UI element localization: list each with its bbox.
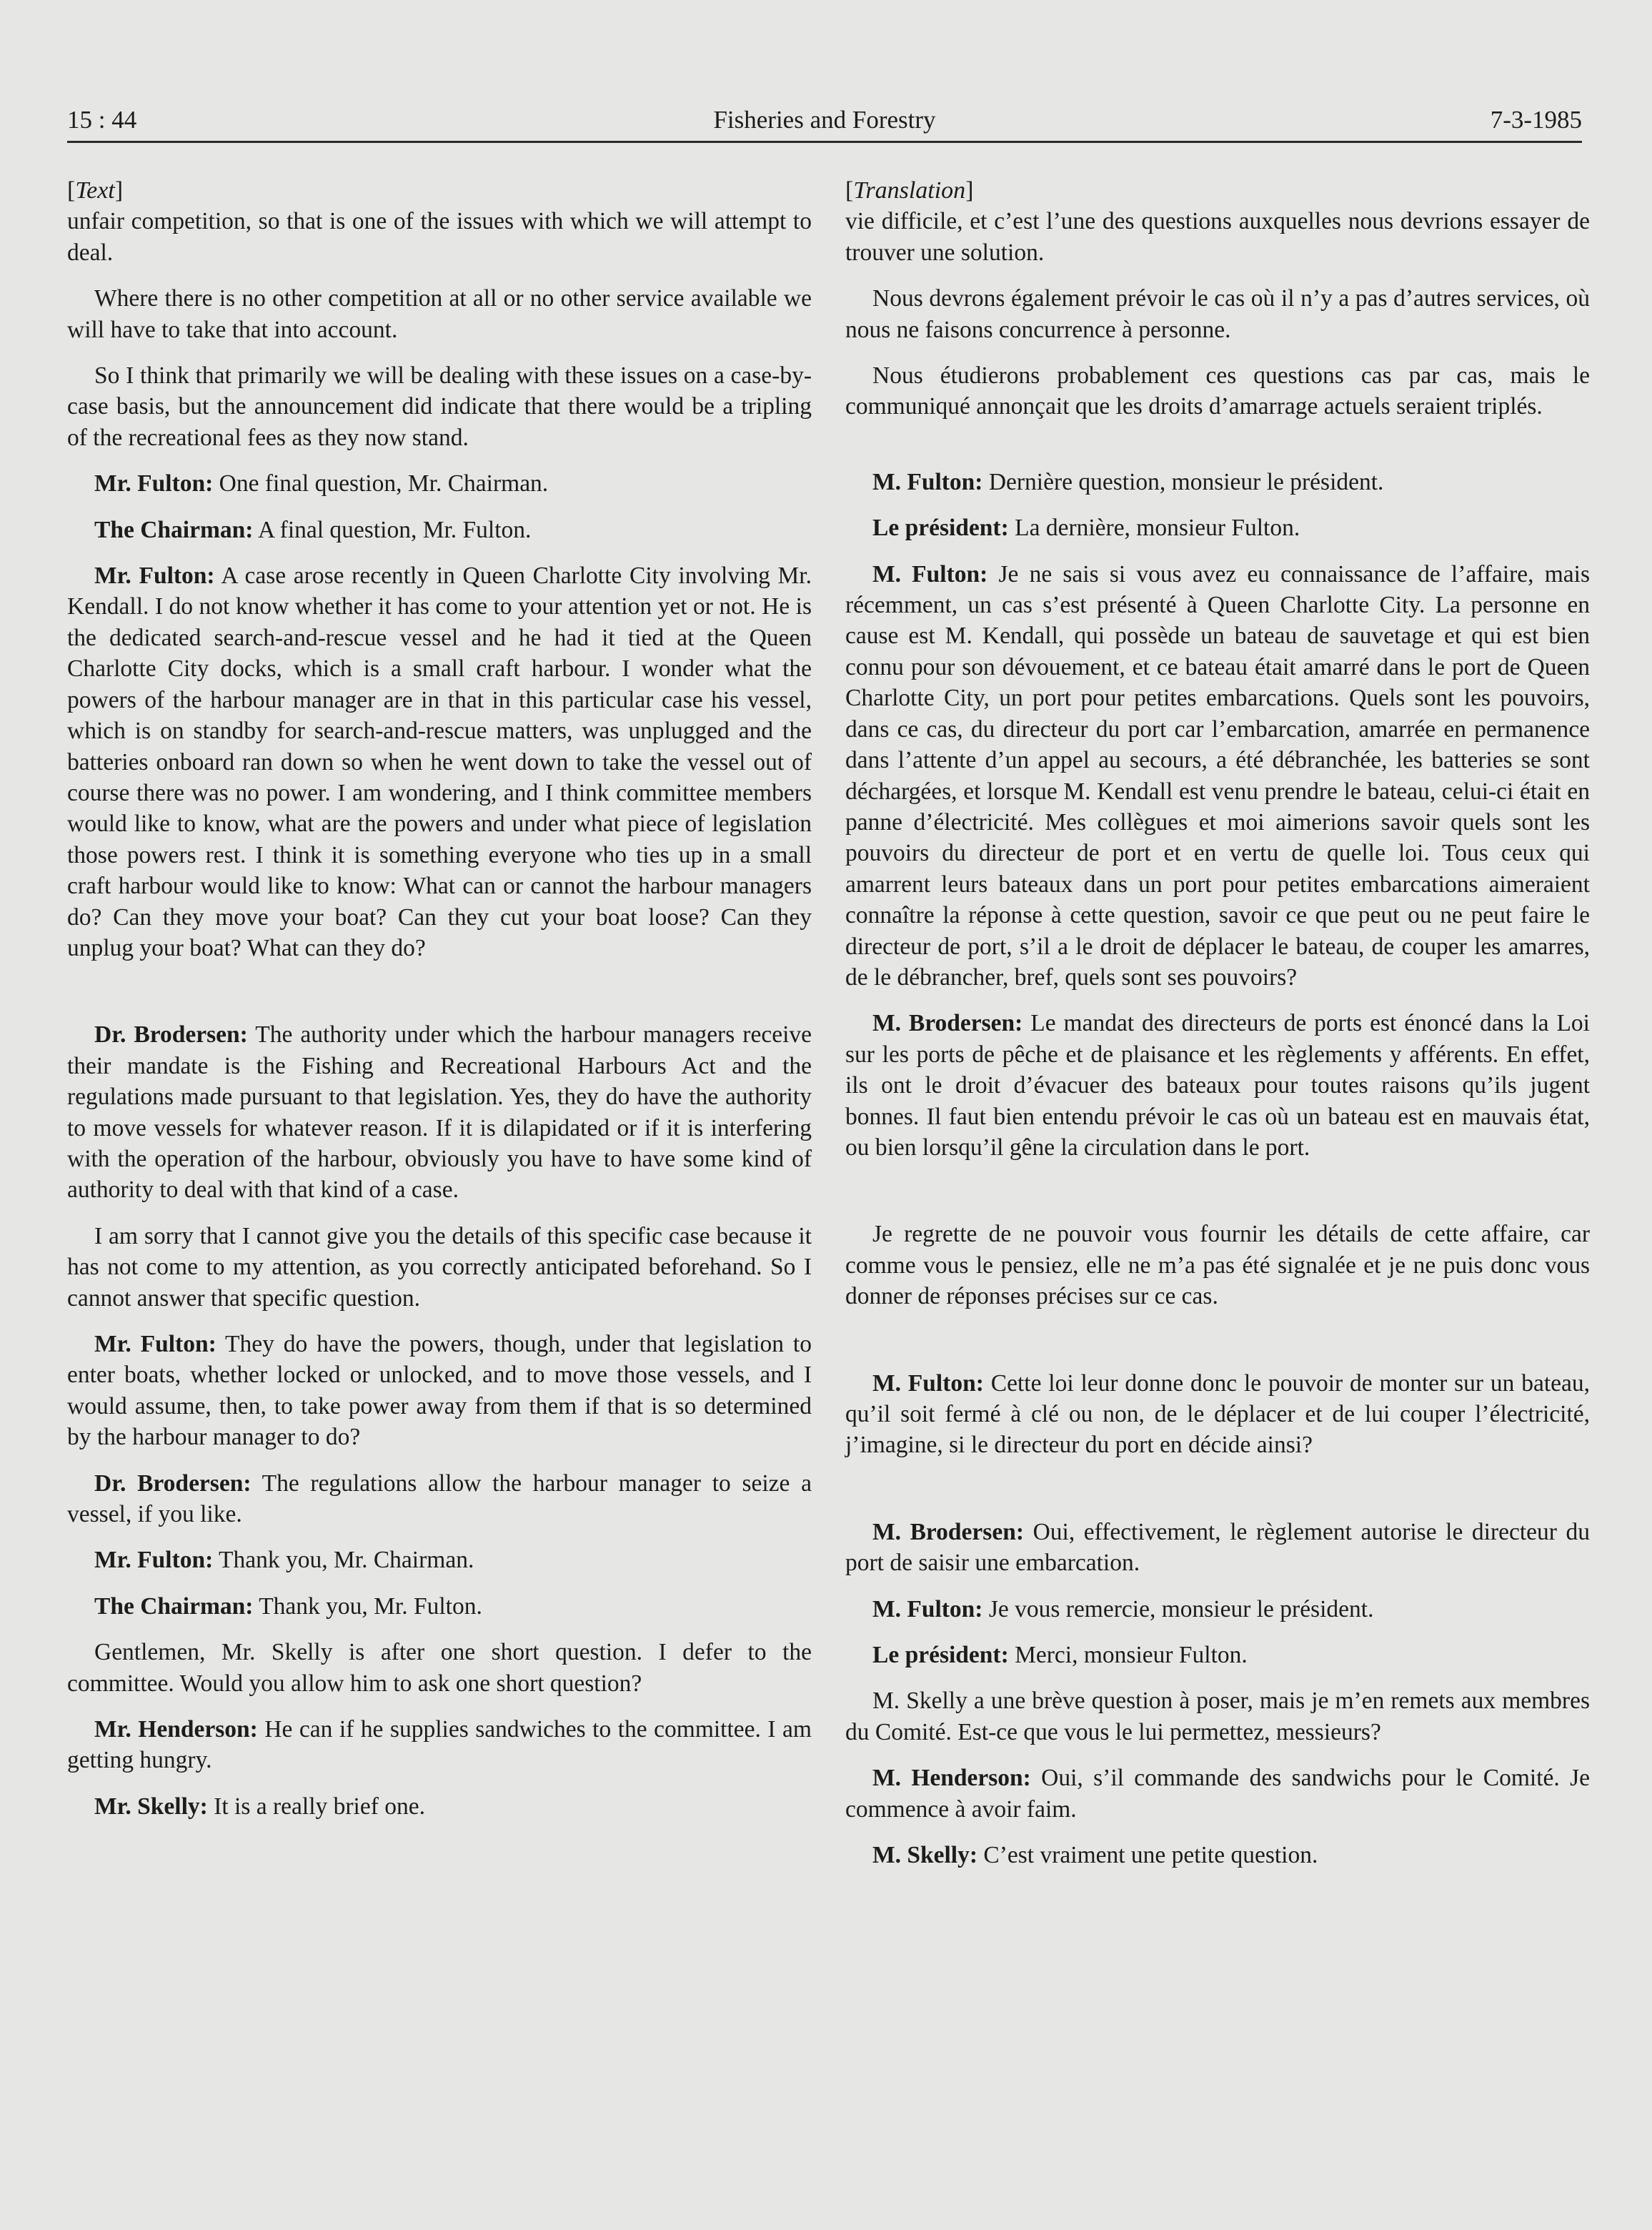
running-title: Fisheries and Forestry <box>713 106 936 134</box>
paragraph: Mr. Skelly: It is a really brief one. <box>94 1793 425 1820</box>
paragraph: Mr. Henderson: He can if he supplies sandwiches to the committee. I am getting hungry. <box>67 1716 812 1774</box>
paragraph: M. Brodersen: Le mandat des directeurs de ports est énoncé dans la Loi sur les ports de pêche et de plaisance et les règlements y afférents. En effet, ils ont le droit d’évacuer des bateaux pour toutes raisons qu’ils jugent bonnes. Il faut bien entendu prévoir le cas où un bateau est en mauvais état, ou bien lorsqu’il gêne la circulation dans le port. <box>845 1010 1590 1161</box>
speaker-name: Le président: <box>872 515 1009 542</box>
paragraph: The Chairman: Thank you, Mr. Fulton. <box>94 1592 482 1620</box>
paragraph: M. Fulton: Cette loi leur donne donc le pouvoir de monter sur un bateau, qu’il soit fermé à clé ou non, de le déplacer et de lui couper l’électricité, j’imagine, si le directeur du port en décide ainsi? <box>845 1369 1591 1459</box>
speaker-name: Mr. Fulton: <box>94 1547 214 1574</box>
paragraph: The Chairman: A final question, Mr. Fulton. <box>94 516 532 543</box>
speaker-name: The Chairman: <box>94 1592 254 1620</box>
page-header <box>67 101 1582 144</box>
page-number: 15 : 44 <box>67 106 137 134</box>
speaker-name: The Chairman: <box>94 516 254 543</box>
paragraph: Mr. Fulton: One final question, Mr. Chairman. <box>94 470 549 497</box>
speaker-name: M. Fulton: <box>872 560 988 588</box>
paragraph: Mr. Fulton: Thank you, Mr. Chairman. <box>94 1547 474 1574</box>
paragraph: Gentlemen, Mr. Skelly is after one short question. I defer to the committee. Would you allow him to ask one short question? <box>67 1639 812 1697</box>
speaker-name: Dr. Brodersen: <box>94 1470 252 1497</box>
paragraph: Nous étudierons probablement ces questions cas par cas, mais le communiqué annonçait que les droits d’amarrage actuels seraient triplés. <box>845 362 1590 420</box>
paragraph: M. Skelly: C’est vraiment une petite question. <box>872 1842 1318 1869</box>
speaker-name: Mr. Fulton: <box>94 1331 217 1357</box>
paragraph: Mr. Fulton: A case arose recently in Queen Charlotte City involving Mr. Kendall. I do not know whether it has come to your attention yet or not. He is the dedicated search-and-rescue vessel and he had it tied at the Queen Charlotte City docks, which is a small craft harbour. I wonder what the powers of the harbour manager are in that in this particular case his vessel, which is on standby for search-and-rescue matters, was unplugged and the batteries onboard ran down so when he went down to take the vessel out of course there was no power. I am wondering, and I think committee members would like to know, what are the powers and under what piece of legislation those powers rest. I think it is something everyone who ties up in a small craft harbour would like to know: What can or cannot the harbour managers do? Can they move your boat? Can they cut your boat loose? Can they unplug your boat? What can they do? <box>67 563 812 961</box>
paragraph: Nous devrons également prévoir le cas où il n’y a pas d’autres services, où nous ne faisons concurrence à personne. <box>845 285 1590 343</box>
paragraph: Dr. Brodersen: The authority under which the harbour managers receive their mandate is the Fishing and Recreational Harbours Act and the regulations made pursuant to that legislation. Yes, they do have the authority to move vessels for whatever reason. If it is dilapidated or if it is interfering with the operation of the harbour, obviously you have to have some kind of authority to deal with that kind of a case. <box>67 1021 812 1204</box>
speaker-name: M. Brodersen: <box>872 1518 1024 1545</box>
speaker-name: Mr. Skelly: <box>94 1793 208 1820</box>
paragraph: M. Brodersen: Oui, effectivement, le règlement autorise le directeur du port de saisir une embarcation. <box>845 1518 1590 1577</box>
speaker-name: Mr. Fulton: <box>94 470 214 497</box>
paragraph: vie difficile, et c’est l’une des questions auxquelles nous devrions essayer de trouver une solution. <box>845 208 1590 266</box>
header-rule <box>67 141 1582 143</box>
paragraph: M. Fulton: Dernière question, monsieur le président. <box>872 468 1384 495</box>
speaker-name: M. Fulton: <box>872 1369 984 1397</box>
paragraph: Le président: La dernière, monsieur Fulton. <box>872 515 1300 542</box>
speaker-name: M. Fulton: <box>872 1595 983 1622</box>
paragraph: Dr. Brodersen: The regulations allow the harbour manager to seize a vessel, if you like. <box>67 1470 812 1528</box>
speaker-name: M. Fulton: <box>872 468 983 495</box>
header-date: 7-3-1985 <box>1490 106 1582 134</box>
speaker-name: M. Henderson: <box>872 1765 1031 1792</box>
paragraph: Le président: Merci, monsieur Fulton. <box>872 1642 1248 1669</box>
speaker-name: Le président: <box>872 1642 1009 1669</box>
paragraph: Where there is no other competition at all or no other service available we will have to take that into account. <box>67 285 812 343</box>
paragraph: I am sorry that I cannot give you the details of this specific case because it has not come to my attention, as you correctly anticipated beforehand. So I cannot answer that specific question. <box>67 1222 812 1312</box>
paragraph: M. Fulton: Je vous remercie, monsieur le président. <box>872 1595 1374 1622</box>
column-tag: [Translation] <box>845 177 974 204</box>
paragraph: M. Henderson: Oui, s’il commande des sandwichs pour le Comité. Je commence à avoir faim. <box>845 1765 1591 1823</box>
paragraph: So I think that primarily we will be dealing with these issues on a case-by-case basis, but the announcement did indicate that there would be a tripling of the recreational fees as they now stand. <box>67 362 812 451</box>
speaker-name: M. Brodersen: <box>872 1010 1023 1037</box>
column-tag: [Text] <box>67 177 124 204</box>
paragraph: M. Fulton: Je ne sais si vous avez eu connaissance de l’affaire, mais récemment, un cas s’est présenté à Queen Charlotte City. La personne en cause est M. Kendall, qui possède un bateau de sauvetage et qui est bien connu pour son dévouement, et ce bateau était amarré dans le port de Queen Charlotte City, un port pour petites embarcations. Quels sont les pouvoirs, dans ce cas, du directeur du port car l’embarcation, amarrée en permanence dans l’attente d’un appel au secours, a été débranchée, les batteries se sont déchargées, et lorsque M. Kendall est venu prendre le bateau, celui-ci était en panne d’électricité. Mes collègues et moi aimerions savoir quels sont les pouvoirs du directeur de port et en vertu de quelle loi. Tous ceux qui amarrent leurs bateaux dans un port pour petites embarcations aimeraient connaître la réponse à cette question, savoir ce que peut ou ne peut faire le directeur de port, s’il a le droit de déplacer le bateau, de couper les amarres, de le débrancher, bref, quels sont ses pouvoirs? <box>845 560 1590 991</box>
french-column <box>845 175 1590 1870</box>
paragraph: unfair competition, so that is one of the issues with which we will attempt to deal. <box>67 208 812 266</box>
english-column <box>67 175 812 1822</box>
paragraph: Je regrette de ne pouvoir vous fournir les détails de cette affaire, car comme vous le pensiez, elle ne m’a pas été signalée et je ne puis donc vous donner de réponses précises sur ce cas. <box>845 1221 1590 1310</box>
paragraph: M. Skelly a une brève question à poser, mais je m’en remets aux membres du Comité. Est-ce que vous le lui permettez, messieurs? <box>845 1688 1590 1745</box>
speaker-name: Mr. Fulton: <box>94 563 215 590</box>
speaker-name: Mr. Henderson: <box>94 1716 258 1743</box>
paragraph: Mr. Fulton: They do have the powers, though, under that legislation to enter boats, whether locked or unlocked, and to move those vessels, and I would assume, then, to take power away from them if that is so determined by the harbour manager to do? <box>67 1331 812 1451</box>
speaker-name: M. Skelly: <box>872 1842 978 1869</box>
speaker-name: Dr. Brodersen: <box>94 1021 248 1049</box>
